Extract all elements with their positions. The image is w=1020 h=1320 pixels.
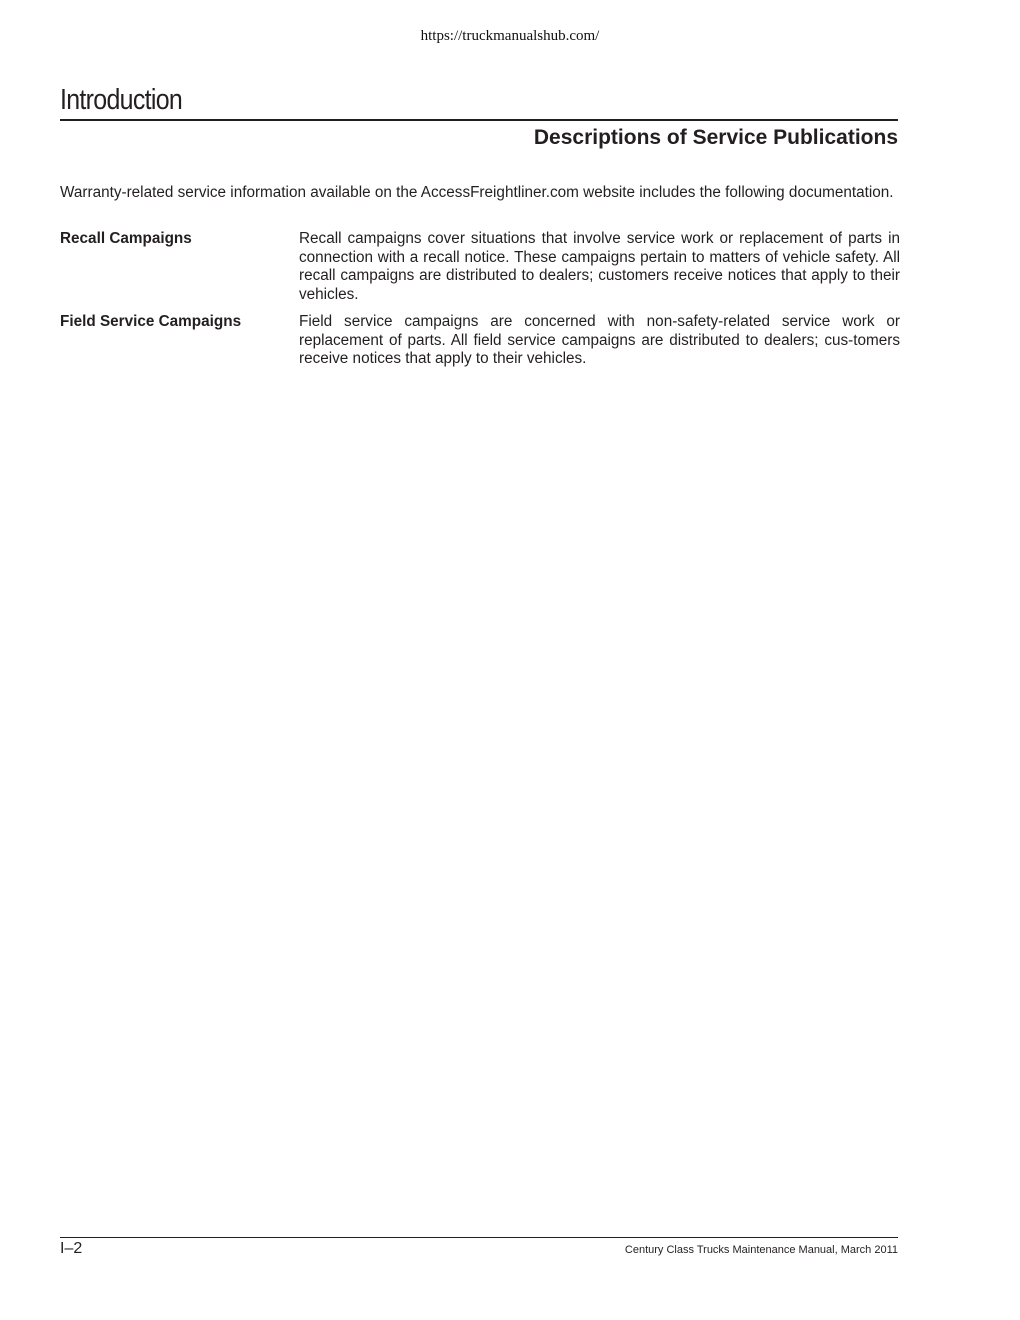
page-heading: Descriptions of Service Publications xyxy=(533,126,898,149)
definition-row-recall-campaigns xyxy=(60,230,900,304)
definition-description: Field service campaigns are concerned with non-safety-related service work or replacement of parts. All field service campaigns are distributed to dealers; cus-tomers receive notices that apply to their vehicles. xyxy=(299,313,900,367)
definition-description: Recall campaigns cover situations that involve service work or replacement of parts in connection with a recall notice. These campaigns pertain to matters of vehicle safety. All recall campaigns are distributed to dealers; customers receive notices that apply to their vehicles. xyxy=(299,230,900,303)
intro-paragraph: Warranty-related service information available on the AccessFreightliner.com website includes the following documentation. xyxy=(60,184,894,201)
definition-list xyxy=(60,230,900,378)
source-url: https://truckmanualshub.com/ xyxy=(420,28,600,44)
title-divider xyxy=(60,119,898,121)
page-number: I–2 xyxy=(60,1240,83,1257)
definition-row-field-service-campaigns xyxy=(60,313,900,369)
definition-term: Recall Campaigns xyxy=(60,230,192,247)
footer-divider xyxy=(60,1237,898,1238)
section-title: Introduction xyxy=(60,84,183,116)
definition-term: Field Service Campaigns xyxy=(60,313,242,330)
footer-manual-title: Century Class Trucks Maintenance Manual, March 2011 xyxy=(624,1244,898,1256)
